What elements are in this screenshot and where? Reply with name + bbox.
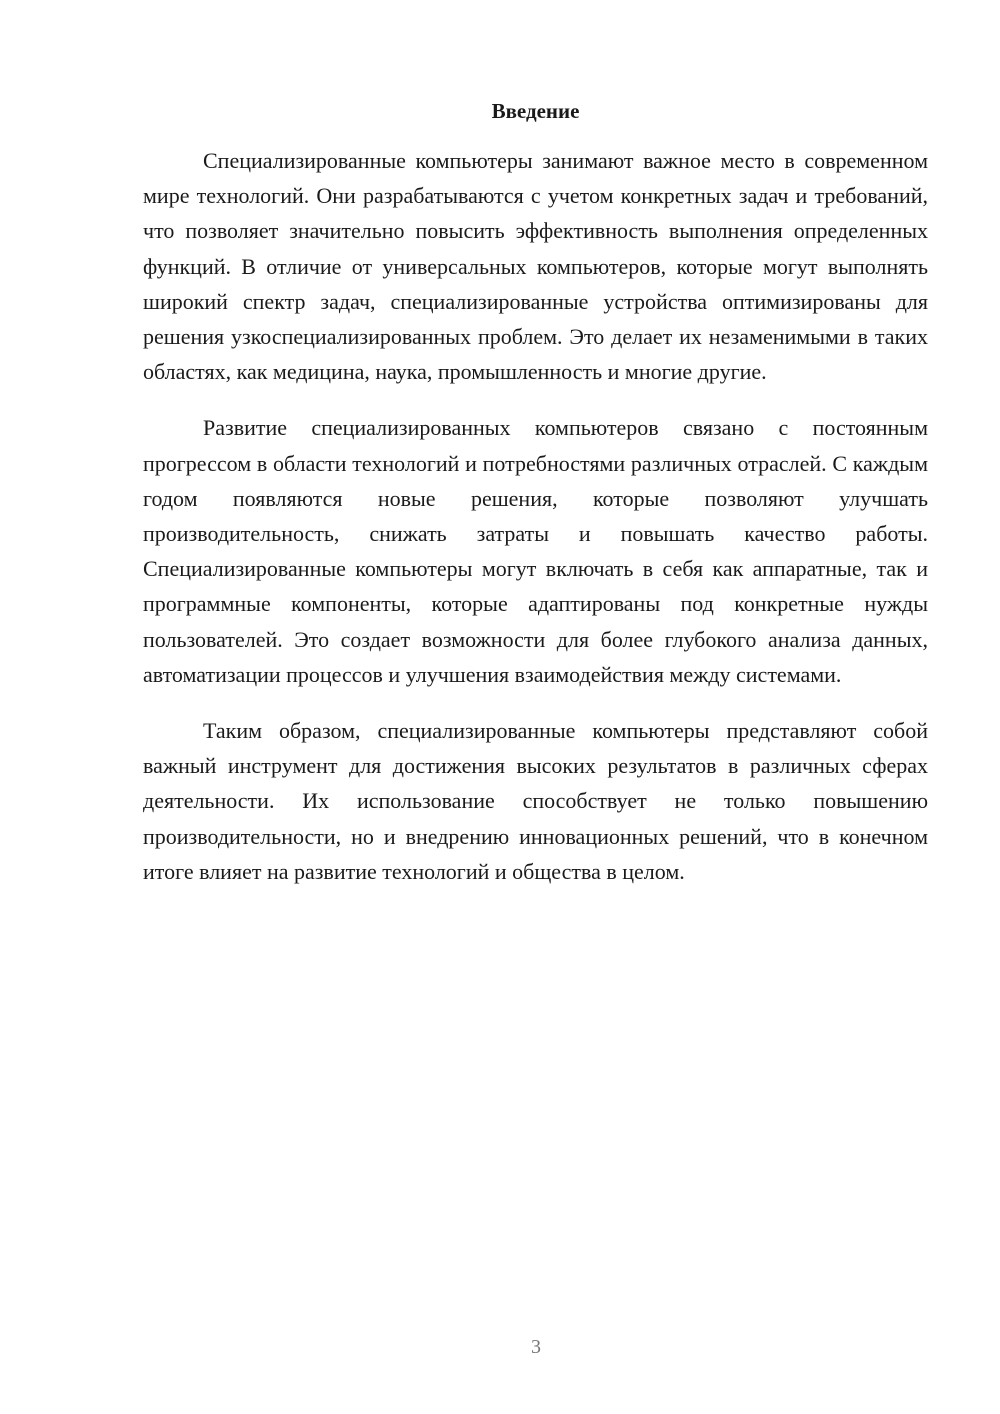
document-body bbox=[143, 143, 928, 889]
page-title: Введение bbox=[491, 99, 580, 123]
paragraph-2: Развитие специализированных компьютеров связано с постоянным прогрессом в области технологий и потребностями различных отраслей. С каждым годом появляются новые решения, которые позволяют улучшать производительность, снижать затраты и повышать качество работы. Специализированные компьютеры могут включать в себя как аппаратные, так и программные компоненты, которые адаптированы под конкретные нужды пользователей. Это создает возможности для более глубокого анализа данных, автоматизации процессов и улучшения взаимодействия между системами. bbox=[143, 415, 928, 687]
paragraph-3: Таким образом, специализированные компьютеры представляют собой важный инструмент для достижения высоких результатов в различных сферах деятельности. Их использование способствует не только повышению производительности, но и внедрению инновационных решений, что в конечном итоге влияет на развитие технологий и общества в целом. bbox=[143, 718, 928, 884]
paragraph-1: Специализированные компьютеры занимают важное место в современном мире технологий. Они разрабатываются с учетом конкретных задач и требований, что позволяет значительно повысить эффективность выполнения определенных функций. В отличие от универсальных компьютеров, которые могут выполнять широкий спектр задач, специализированные устройства оптимизированы для решения узкоспециализированных проблем. Это делает их незаменимыми в таких областях, как медицина, наука, промышленность и многие другие. bbox=[143, 148, 928, 385]
page-number: 3 bbox=[531, 1336, 541, 1358]
